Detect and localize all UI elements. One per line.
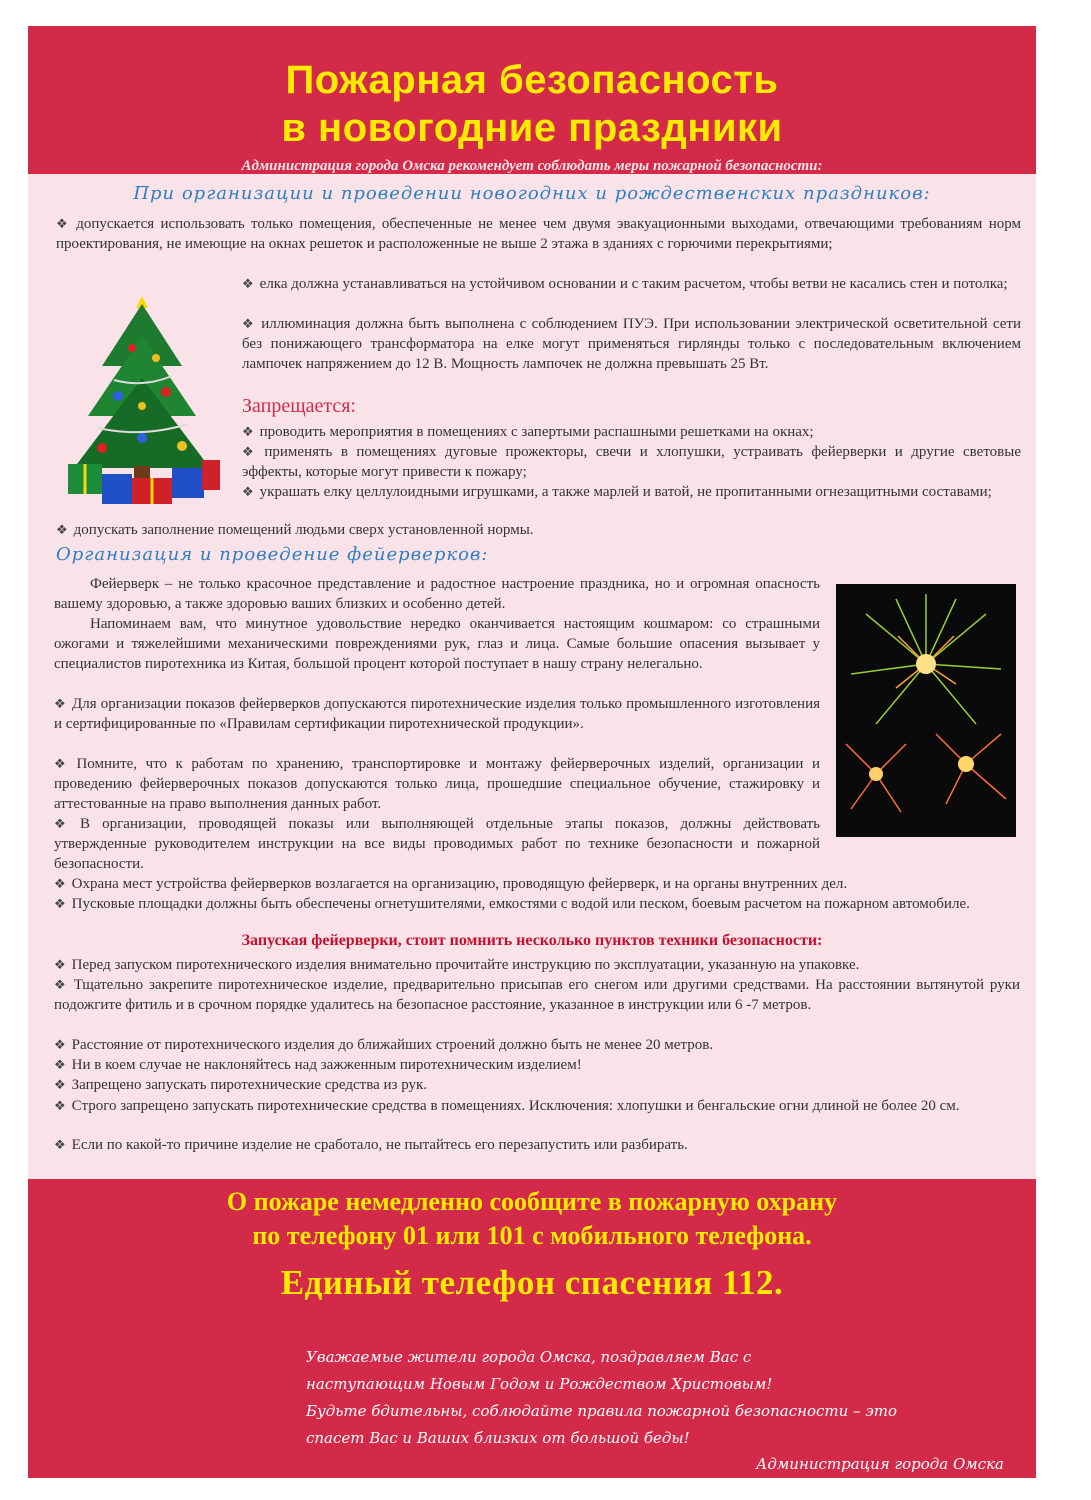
header-band bbox=[28, 26, 1036, 174]
forbidden-2: ❖ применять в помещениях дуговые прожекторы, свечи и хлопушки, устраивать фейерверки и другие световые эффекты, которые могут привести к пожару; bbox=[242, 442, 1021, 482]
bullet-tree-base: ❖ елка должна устанавливаться на устойчивом основании и с таким расчетом, чтобы ветви не касались стен и потолка; bbox=[242, 274, 1021, 294]
safety-item-1: ❖ Перед запуском пиротехнического изделия внимательно прочитайте инструкцию по эксплуатации, указанную на упаковке. bbox=[54, 955, 1020, 975]
greeting bbox=[306, 1344, 1006, 1452]
greeting-line-4: спасет Вас и Ваших близких от большой беды! bbox=[306, 1429, 690, 1447]
fireworks-photo bbox=[836, 584, 1016, 837]
greeting-line-1: Уважаемые жители города Омска, поздравляем Вас с bbox=[306, 1348, 752, 1366]
bullet-illumination: ❖ иллюминация должна быть выполнена с соблюдением ПУЭ. При использовании электрической осветительной сети без понижающего трансформатора на елке могут применяться гирлянды только с последовательным включением лампочек напряжением до 12 В. Мощность лампочек не должна превышать 25 Вт. bbox=[242, 314, 1021, 374]
unified-phone: Единый телефон спасения 112. bbox=[280, 1263, 784, 1302]
section1-heading: При организации и проведении новогодних и рождественских праздников: bbox=[133, 183, 931, 204]
fireworks-para-2: Напоминаем вам, что минутное удовольствие нередко оканчивается настоящим кошмаром: со страшными ожогами и тяжелейшими механическими повреждениями рук, глаз и лица. Самые большие опасения вызывает у специалистов пиротехника из Китая, большой процент которой поступает в нашу страну нелегально. bbox=[54, 616, 820, 672]
signature: Администрация города Омска bbox=[756, 1455, 1004, 1473]
safety-item-4: ❖ Ни в коем случае не наклоняйтесь над зажженным пиротехническим изделием! bbox=[54, 1055, 1020, 1075]
fireworks-bullet-2: ❖ Помните, что к работам по хранению, транспортировке и монтажу фейерверочных изделий, организации и проведению фейерверочных показов допускаются только лица, прошедшие специальное обучение, стажировку и аттестованные на право выполнения данных работ. bbox=[54, 754, 820, 814]
safety-item-2: ❖ Тщательно закрепите пиротехническое изделие, предварительно присыпав его снегом или другими средствами. На расстоянии вытянутой руки подожгите фитиль и в срочном порядке удалитесь на безопасное расстояние, указанное в инструкции или 6 -7 метров. bbox=[54, 975, 1020, 1015]
forbidden-4: ❖ допускать заполнение помещений людьми сверх установленной нормы. bbox=[56, 520, 1021, 540]
forbidden-heading: Запрещается: bbox=[242, 395, 356, 417]
fireworks-bullet-3: ❖ В организации, проводящей показы или выполняющей отдельные этапы показов, должны действовать утвержденные руководителем инструкции на все виды проводимых работ по технике безопасности и пожарной безопасности. bbox=[54, 814, 820, 874]
warning-line-1: О пожаре немедленно сообщите в пожарную охрану bbox=[226, 1187, 838, 1216]
safety-heading: Запуская фейерверки, стоит помнить несколько пунктов техники безопасности: bbox=[241, 932, 823, 949]
christmas-tree-icon bbox=[62, 288, 222, 510]
safety-item-5: ❖ Запрещено запускать пиротехнические средства из рук. bbox=[54, 1075, 1020, 1095]
forbidden-3: ❖ украшать елку целлулоидными игрушками, а также марлей и ватой, не пропитанными огнезащитными составами; bbox=[242, 482, 1021, 502]
safety-item-6: ❖ Строго запрещено запускать пиротехнические средства в помещениях. Исключения: хлопушки и бенгальские огни длиной не более 20 см. bbox=[54, 1096, 1020, 1116]
greeting-line-2: наступающим Новым Годом и Рождеством Христовым! bbox=[306, 1375, 773, 1393]
title-line-2: в новогодние праздники bbox=[281, 106, 783, 150]
fireworks-para-1: Фейерверк – не только красочное представление и радостное настроение праздника, но и огромная опасность вашему здоровью, а также здоровью ваших близких и особенно детей. bbox=[54, 576, 820, 612]
fireworks-bullet-1: ❖ Для организации показов фейерверков допускаются пиротехнические изделия только промышленного изготовления и сертифицированные по «Правилам сертификации пиротехнической продукции». bbox=[54, 694, 820, 734]
fireworks-bullet-5: ❖ Пусковые площадки должны быть обеспечены огнетушителями, емкостями с водой или песком, боевым расчетом на пожарном автомобиле. bbox=[54, 894, 1020, 914]
subtitle: Администрация города Омска рекомендует соблюдать меры пожарной безопасности: bbox=[241, 158, 823, 174]
footer-band bbox=[28, 1179, 1036, 1478]
safety-item-3: ❖ Расстояние от пиротехнического изделия до ближайших строений должно быть не менее 20 метров. bbox=[54, 1035, 1020, 1055]
warning-line-2: по телефону 01 или 101 с мобильного телефона. bbox=[252, 1221, 812, 1250]
fireworks-bullet-4: ❖ Охрана мест устройства фейерверков возлагается на организацию, проводящую фейерверк, и на органы внутренних дел. bbox=[54, 874, 1020, 894]
greeting-line-3: Будьте бдительны, соблюдайте правила пожарной безопасности – это bbox=[306, 1402, 897, 1420]
bullet-premises: ❖ допускается использовать только помещения, обеспеченные не менее чем двумя эвакуационными выходами, отвечающими требованиям норм проектирования, не имеющие на окнах решеток и расположенные не выше 2 этажа в зданиях с горючими перекрытиями; bbox=[56, 214, 1021, 254]
title-line-1: Пожарная безопасность bbox=[285, 58, 779, 102]
safety-item-7: ❖ Если по какой-то причине изделие не сработало, не пытайтесь его перезапустить или разбирать. bbox=[54, 1135, 1020, 1155]
forbidden-1: ❖ проводить мероприятия в помещениях с запертыми распашными решетками на окнах; bbox=[242, 422, 1021, 442]
section2-heading: Организация и проведение фейерверков: bbox=[56, 544, 489, 565]
poster bbox=[28, 26, 1036, 1478]
